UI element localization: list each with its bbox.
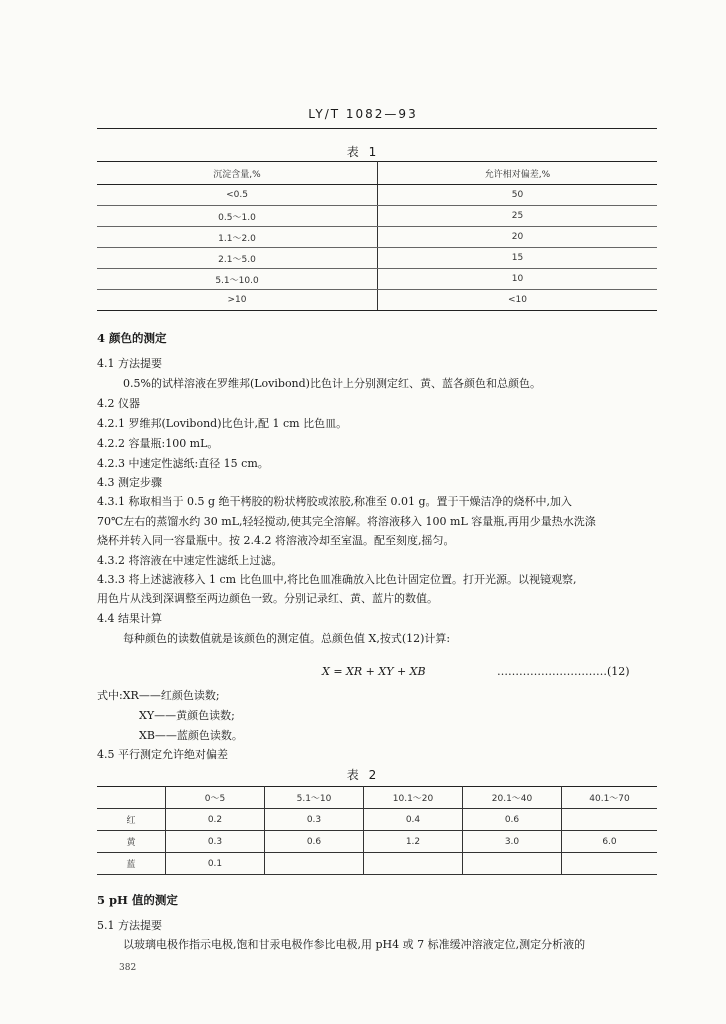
s4-2-2: 4.2.2 容量瓶:100 mL。 xyxy=(97,437,219,450)
table2-header: 40.1～70 xyxy=(562,787,658,809)
table2-header: 5.1～10 xyxy=(265,787,364,809)
standard-header: LY/T 1082—93 xyxy=(308,107,418,121)
table2-cell xyxy=(562,853,658,875)
s4-3-1-line: 4.3.1 称取相当于 0.5 g 绝干栲胶的粉状栲胶或浓胶,称准至 0.01 g。置于干燥洁净的烧杯中,加入 xyxy=(97,495,573,508)
table2-header: 20.1～40 xyxy=(463,787,562,809)
table1-cell: <0.5 xyxy=(97,185,378,206)
table2-cell: 0.6 xyxy=(265,831,364,853)
table2 xyxy=(97,786,657,875)
table1-cell: 1.1～2.0 xyxy=(97,227,378,248)
s4-2-1: 4.2.1 罗维邦(Lovibond)比色计,配 1 cm 比色皿。 xyxy=(97,417,348,430)
table1-cell: <10 xyxy=(378,290,658,311)
table1-cell: 20 xyxy=(378,227,658,248)
s4-5-heading: 4.5 平行测定允许绝对偏差 xyxy=(97,748,228,761)
table2-cell: 1.2 xyxy=(364,831,463,853)
table1-cell: 5.1～10.0 xyxy=(97,269,378,290)
s4-4-text: 每种颜色的读数值就是该颜色的测定值。总颜色值 X,按式(12)计算: xyxy=(123,632,451,645)
s5-1-heading: 5.1 方法提要 xyxy=(97,919,162,932)
table1-cell: 25 xyxy=(378,206,658,227)
table2-cell xyxy=(562,809,658,831)
table2-header xyxy=(97,787,166,809)
total-color-formula: X = XR + XY + XB xyxy=(322,665,426,678)
table2-row-label: 蓝 xyxy=(97,853,166,875)
table1-caption: 表 1 xyxy=(346,145,380,159)
section5-title: 5 pH 值的测定 xyxy=(97,893,178,907)
table2-cell xyxy=(463,853,562,875)
where-line: 式中:XR——红颜色读数; xyxy=(97,689,220,702)
table1-header-content: 沉淀含量,% xyxy=(97,162,378,185)
table2-header: 0～5 xyxy=(166,787,265,809)
s4-3-1-line: 70℃左右的蒸馏水约 30 mL,轻轻搅动,使其完全溶解。将溶液移入 100 mL 容量瓶,再用少量热水洗涤 xyxy=(97,515,596,528)
table2-cell xyxy=(364,853,463,875)
s4-3-3-line: 用色片从浅到深调整至两边颜色一致。分别记录红、黄、蓝片的数值。 xyxy=(97,592,438,605)
table1-cell: 0.5～1.0 xyxy=(97,206,378,227)
section4-title: 4 颜色的测定 xyxy=(97,331,167,345)
s4-1-text: 0.5%的试样溶液在罗维邦(Lovibond)比色计上分别测定红、黄、蓝各颜色和总颜色。 xyxy=(123,377,541,390)
table2-row-label: 红 xyxy=(97,809,166,831)
table1 xyxy=(97,161,657,311)
page-number: 382 xyxy=(119,963,137,973)
where-line: XY——黄颜色读数; xyxy=(139,709,235,722)
table1-cell: 50 xyxy=(378,185,658,206)
table2-cell: 0.3 xyxy=(265,809,364,831)
s4-3-heading: 4.3 测定步骤 xyxy=(97,476,162,489)
s4-4-heading: 4.4 结果计算 xyxy=(97,612,162,625)
table2-cell: 0.4 xyxy=(364,809,463,831)
table2-cell: 0.2 xyxy=(166,809,265,831)
table2-header: 10.1～20 xyxy=(364,787,463,809)
s4-3-3-line: 4.3.3 将上述滤液移入 1 cm 比色皿中,将比色皿准确放入比色计固定位置。打开光源。以视镜观察, xyxy=(97,573,577,586)
table2-cell: 0.1 xyxy=(166,853,265,875)
s5-1-text: 以玻璃电极作指示电极,饱和甘汞电极作参比电极,用 pH4 或 7 标准缓冲溶液定位,测定分析液的 xyxy=(123,938,586,951)
table1-cell: 2.1～5.0 xyxy=(97,248,378,269)
table2-cell xyxy=(265,853,364,875)
s4-2-heading: 4.2 仪器 xyxy=(97,397,140,410)
table2-caption: 表 2 xyxy=(346,768,380,782)
s4-3-2: 4.3.2 将溶液在中速定性滤纸上过滤。 xyxy=(97,554,283,567)
s4-2-3: 4.2.3 中速定性滤纸:直径 15 cm。 xyxy=(97,457,269,470)
header-rule xyxy=(97,128,657,129)
table1-header-deviation: 允许相对偏差,% xyxy=(378,162,658,185)
table1-cell: 10 xyxy=(378,269,658,290)
s4-3-1-line: 烧杯并转入同一容量瓶中。按 2.4.2 将溶液冷却至室温。配至刻度,摇匀。 xyxy=(97,534,455,547)
table2-row-label: 黄 xyxy=(97,831,166,853)
table1-cell: >10 xyxy=(97,290,378,311)
table2-cell: 3.0 xyxy=(463,831,562,853)
formula-number: …………………………(12) xyxy=(497,665,630,678)
table1-cell: 15 xyxy=(378,248,658,269)
table2-cell: 0.3 xyxy=(166,831,265,853)
where-line: XB——蓝颜色读数。 xyxy=(139,729,243,742)
s4-1-heading: 4.1 方法提要 xyxy=(97,357,162,370)
table2-cell: 6.0 xyxy=(562,831,658,853)
table2-cell: 0.6 xyxy=(463,809,562,831)
